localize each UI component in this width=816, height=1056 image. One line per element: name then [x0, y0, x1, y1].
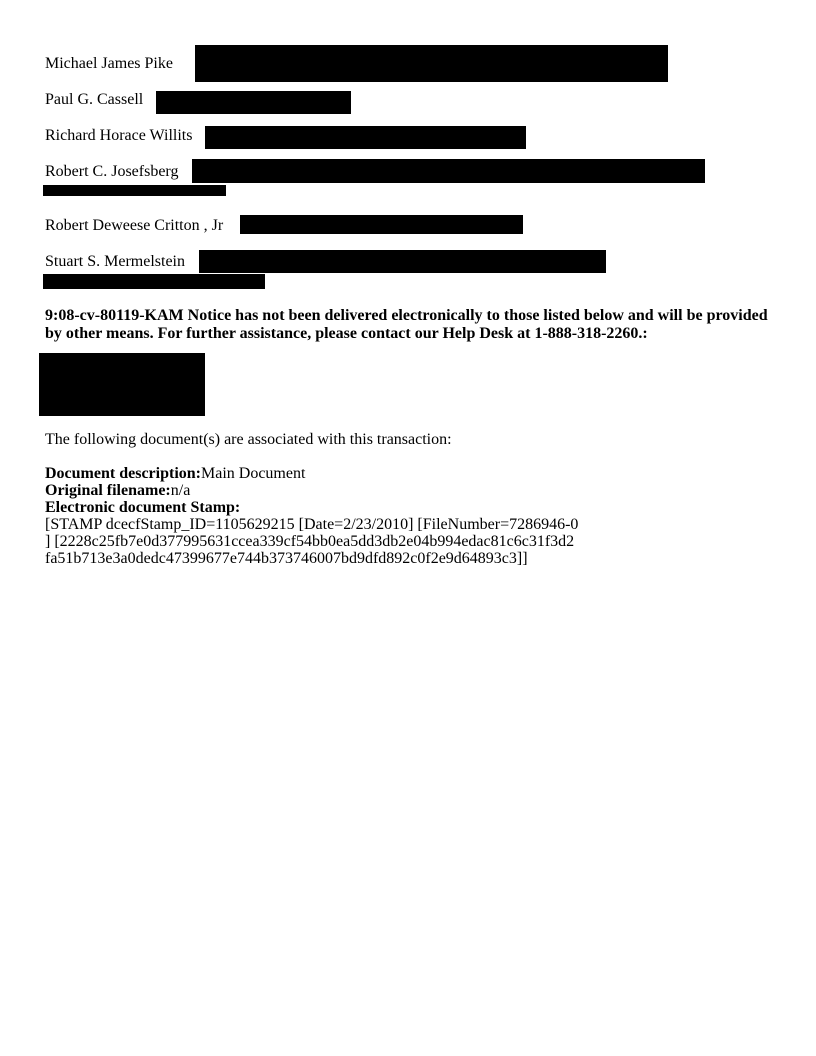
document-description-row	[45, 465, 605, 482]
redaction-block	[39, 353, 205, 416]
document-description-value: Main Document	[200, 465, 306, 482]
recipient-name: Richard Horace Willits	[45, 127, 193, 144]
redaction-block	[192, 159, 705, 183]
electronic-stamp-label: Electronic document Stamp:	[45, 499, 241, 516]
stamp-label-row	[45, 499, 605, 516]
recipient-name: Paul G. Cassell	[45, 91, 144, 108]
recipient-name: Stuart S. Mermelstein	[45, 253, 185, 270]
document-description-label: Document description:	[45, 465, 201, 482]
stamp-line: ] [2228c25fb7e0d377995631ccea339cf54bb0ea5dd3db2e04b994edac81c6c31f3d2	[45, 533, 575, 550]
redaction-block	[205, 126, 526, 149]
redaction-block	[199, 250, 606, 273]
redaction-block	[156, 91, 351, 114]
associated-documents-text: The following document(s) are associated with this transaction:	[45, 431, 452, 448]
redaction-block	[195, 45, 668, 82]
redaction-block	[43, 274, 265, 289]
recipient-name: Robert C. Josefsberg	[45, 163, 179, 180]
delivery-notice: 9:08-cv-80119-KAM Notice has not been delivered electronically to those listed below and will be provided by other means. For further assistance, please contact our Help Desk at 1-888-318-2260.:	[45, 307, 768, 342]
stamp-line: [STAMP dcecfStamp_ID=1105629215 [Date=2/23/2010] [FileNumber=7286946-0	[45, 516, 579, 533]
redaction-block	[43, 185, 226, 196]
original-filename-label: Original filename:	[45, 482, 171, 499]
original-filename-row	[45, 482, 605, 499]
recipient-name: Michael James Pike	[45, 55, 173, 72]
redaction-block	[240, 215, 523, 234]
stamp-line: fa51b713e3a0dedc47399677e744b373746007bd9dfd892c0f2e9d64893c3]]	[45, 550, 528, 567]
original-filename-value: n/a	[170, 482, 191, 499]
recipient-name: Robert Deweese Critton , Jr	[45, 217, 224, 234]
document-info	[45, 465, 605, 567]
